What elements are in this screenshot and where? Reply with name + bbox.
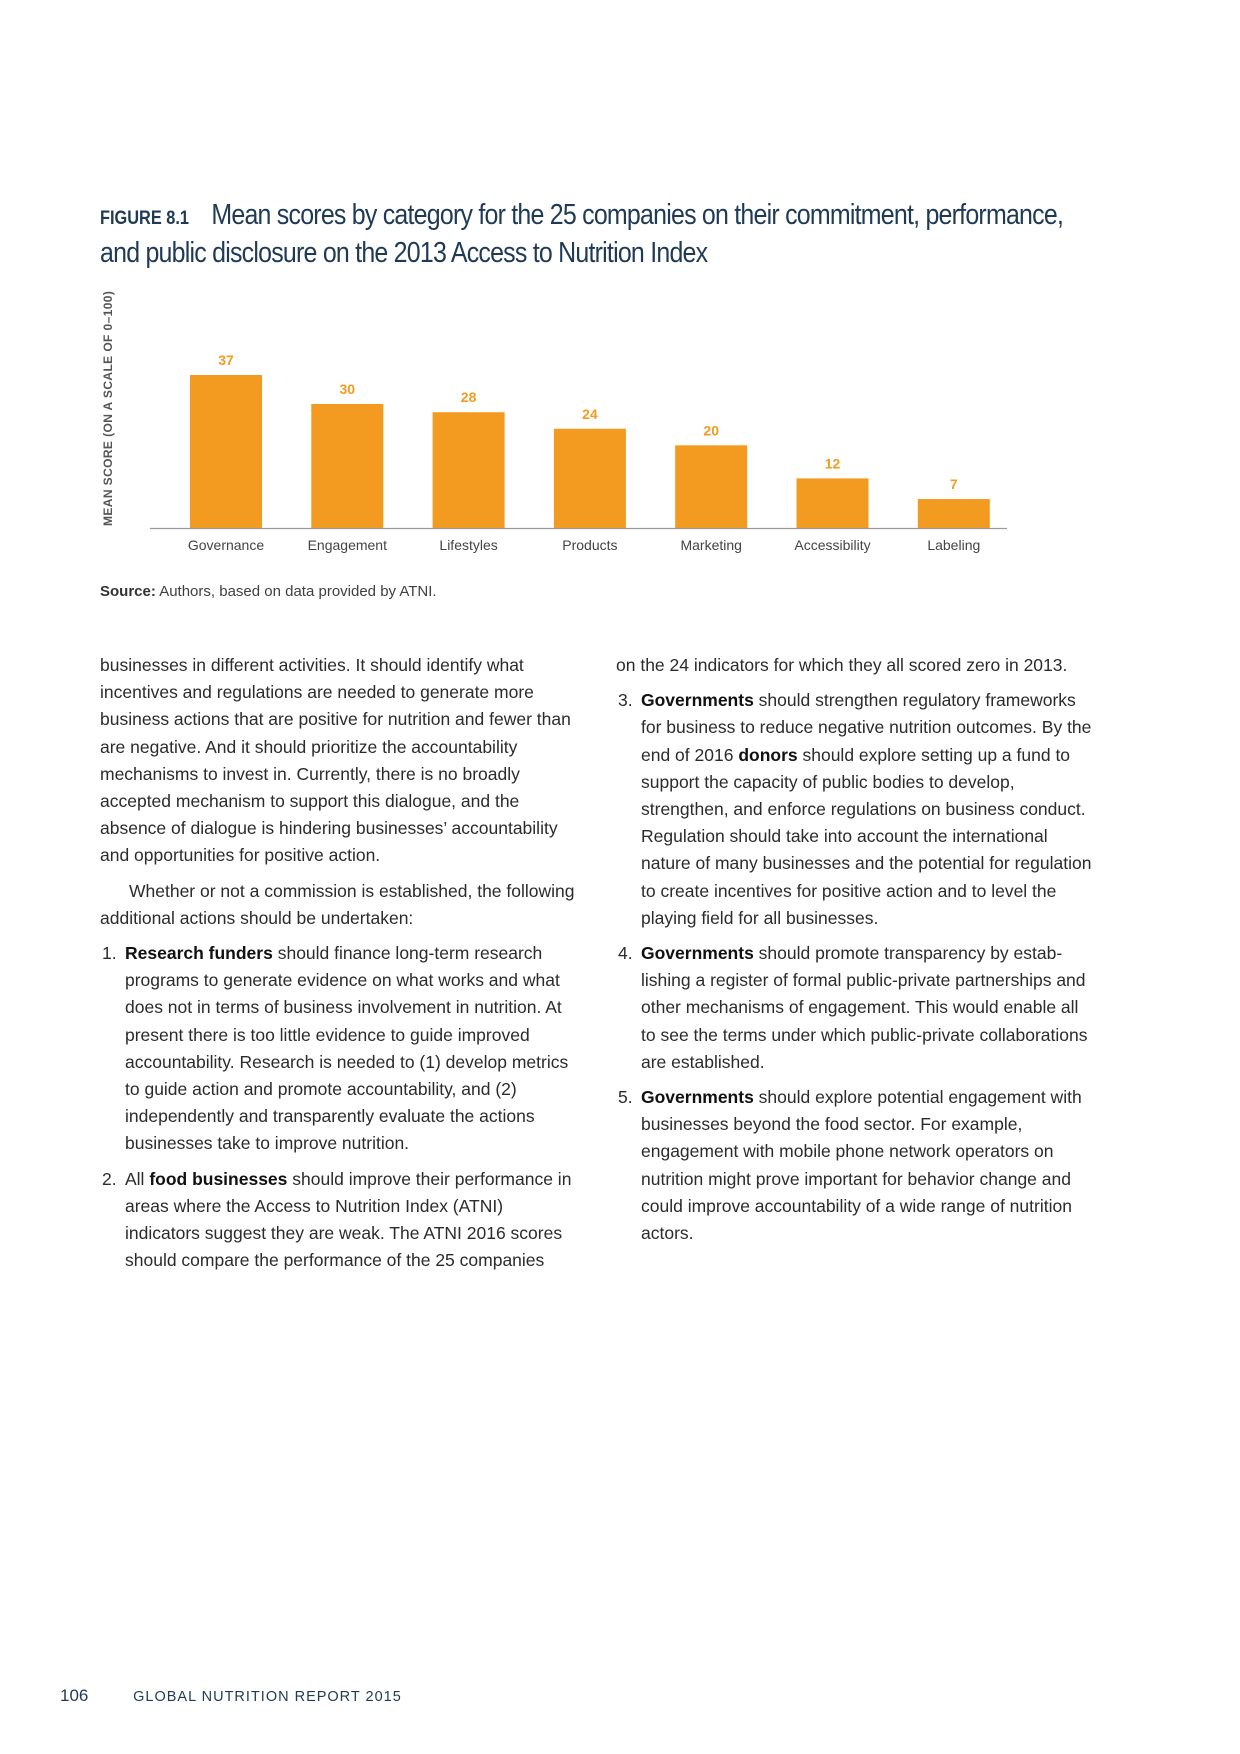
list-text: should strengthen regulatory frameworks for business to reduce negative nutrition outcomes. By the end of 2016	[641, 690, 1092, 765]
source-text: Authors, based on data provided by ATNI.	[159, 583, 437, 600]
list-text: should explore setting up a fund to support the capacity of public bodies to develop, strengthen, and enforce regulations on business conduct. Regulation should take into account the international nature of many businesses and the potential for regulation to create incentives for positive action and to level the playing field for all businesses.	[641, 744, 1092, 928]
list-bold: Research funders	[125, 943, 273, 964]
list-number: 1.	[102, 943, 117, 964]
bar-chart	[95, 286, 1025, 566]
page-footer	[60, 1686, 402, 1706]
list-text: should promote transparency by establishing a register of formal public-private partnerships and other mechanisms of engagement. This would enable all to see the terms under which public-private collaborations are established.	[641, 943, 1088, 1072]
list-item	[616, 687, 1094, 932]
bar-marketing	[675, 445, 747, 528]
list-number: 5.	[618, 1087, 633, 1108]
paragraph: Whether or not a commission is established, the following additional actions should be undertaken:	[100, 880, 575, 928]
bar-value-label: 12	[824, 455, 841, 472]
source-label: Source:	[100, 583, 156, 600]
list-item	[100, 940, 578, 1158]
x-tick-label: Engagement	[307, 537, 388, 553]
list-text: should finance long-term research programs to generate evidence on what works and what does not in terms of business involvement in nutrition. At present there is too little evidence to guide improved accountability. Research is needed to (1) develop metrics to guide action and promote accountability, and (2) independently and transparently evaluate the actions businesses take to improve nutrition.	[125, 943, 569, 1154]
list-text: All	[125, 1168, 150, 1189]
bar-products	[554, 429, 626, 528]
x-tick-label: Labeling	[927, 537, 981, 553]
list-bold: Governments	[641, 1087, 754, 1108]
bar-engagement	[311, 404, 383, 528]
list-number: 2.	[102, 1168, 117, 1189]
figure-header	[100, 198, 1080, 270]
figure-label: FIGURE 8.1	[100, 208, 189, 229]
bar-value-label: 28	[460, 389, 477, 406]
paragraph: businesses in different activities. It should identify what incentives and regulations are needed to generate more business actions that are positive for nutrition and fewer than are negative. And it should prioritize the accountability mechanisms to invest in. Currently, there is no broadly accepted mechanism to support this dialogue, and the absence of dialogue is hindering businesses’ accountability and opportunities for positive action.	[100, 655, 571, 866]
right-column	[616, 652, 1094, 1255]
bar-value-label: 20	[703, 422, 719, 439]
figure-title-text: Mean scores by category for the 25 companies on their commitment, performance, and public disclosure on the 2013 Access to Nutrition Index	[100, 199, 1064, 269]
list-text: should explore potential engagement with businesses beyond the food sector. For example, engagement with mobile phone network operators on nutrition might prove important for behavior change and could improve accountability of a wide range of nutrition actors.	[641, 1087, 1082, 1244]
bar-labeling	[918, 499, 990, 528]
list-bold: Governments	[641, 690, 754, 711]
y-axis-title: MEAN SCORE (ON A SCALE OF 0–100)	[101, 290, 115, 526]
running-title: GLOBAL NUTRITION REPORT 2015	[133, 1689, 402, 1705]
page-number: 106	[60, 1686, 89, 1705]
x-tick-label: Accessibility	[794, 537, 871, 553]
x-tick-label: Governance	[187, 537, 265, 553]
bar-value-label: 30	[339, 380, 356, 397]
list-number: 4.	[618, 943, 633, 964]
x-tick-label: Products	[562, 537, 618, 553]
list-item	[100, 1166, 578, 1275]
list-bold: donors	[738, 744, 798, 765]
list-item	[616, 1084, 1094, 1247]
x-tick-label: Lifestyles	[439, 537, 498, 553]
list-bold: food businesses	[149, 1168, 288, 1189]
bar-value-label: 37	[218, 352, 234, 368]
figure-source	[100, 583, 437, 600]
x-tick-label: Marketing	[680, 537, 742, 553]
bar-governance	[190, 375, 262, 528]
bar-value-label: 24	[582, 405, 598, 422]
paragraph: on the 24 indicators for which they all scored zero in 2013.	[616, 655, 1068, 675]
figure-title	[100, 198, 1080, 270]
left-column	[100, 652, 578, 1282]
bar-accessibility	[797, 478, 869, 528]
list-number: 3.	[618, 690, 633, 711]
bar-value-label: 7	[949, 476, 958, 493]
bar-lifestyles	[433, 412, 505, 528]
list-text: should improve their performance in areas where the Access to Nutrition Index (ATNI) indicators suggest they are weak. The ATNI 2016 scores should compare the performance of the 25 companies	[125, 1168, 572, 1271]
list-item	[616, 940, 1094, 1076]
list-bold: Governments	[641, 943, 754, 964]
